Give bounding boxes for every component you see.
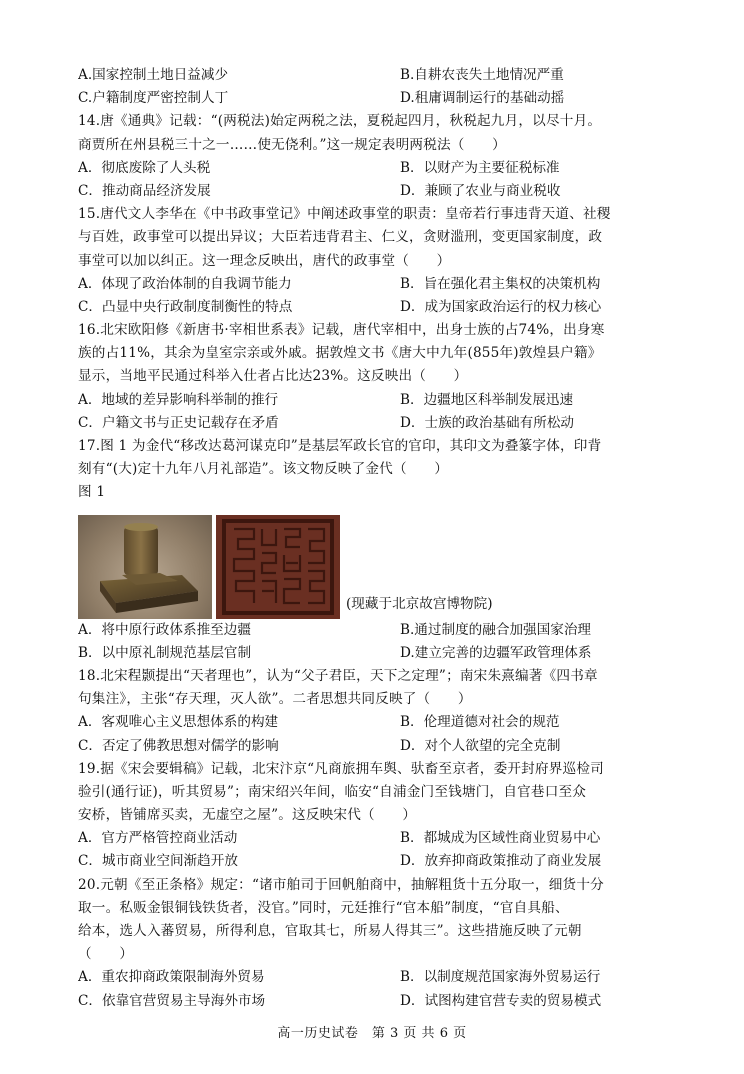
q20-stem-line-1: 20.元朝《至正条格》规定：“诸市舶司于回帆舶商中，抽解粗货十五分取一，细货十分 — [78, 876, 604, 893]
q14-stem-line-1: 14.唐《通典》记载：“(两税法)始定两税之法，夏税起四月，秋税起九月，以尽十月。 — [78, 113, 602, 130]
q17-figure — [78, 509, 668, 619]
q15-stem-line-3: 事堂可以加以纠正。这一理念反映出，唐代的政事堂（ ） — [78, 252, 451, 269]
q17-option-a: A．将中原行政体系推至边疆 — [78, 621, 251, 638]
q18-stem-line-2: 句集注》，主张“存天理，灭人欲”。二者思想共同反映了（ ） — [78, 691, 472, 708]
q17-figure-label: 图 1 — [78, 484, 106, 501]
q17-stem — [78, 435, 668, 505]
q18-option-d: D．对个人欲望的完全克制 — [400, 737, 561, 754]
q16-stem-line-3: 显示，当地平民通过科举入仕者占比达23%。这反映出（ ） — [78, 368, 468, 385]
q18-options-row-2 — [78, 735, 668, 758]
q16-options-row-1 — [78, 389, 668, 412]
q16-option-a: A．地域的差异影响科举制的推行 — [78, 391, 279, 408]
q20-option-b: B．以制度规范国家海外贸易运行 — [400, 969, 601, 986]
q20-option-a: A．重农抑商政策限制海外贸易 — [78, 969, 265, 986]
q13-option-b: B.自耕农丧失土地情况严重 — [400, 67, 564, 83]
q14-options-row-1 — [78, 157, 668, 180]
q20-stem-line-4: （ ） — [78, 946, 134, 963]
q15-options-row-1 — [78, 273, 668, 296]
q17-stem-line-2: 刻有“(大)定十九年八月礼部造”。该文物反映了金代（ ） — [78, 461, 449, 478]
page-footer: 高一历史试卷 第 3 页 共 6 页 — [277, 1026, 467, 1041]
q15-stem-line-2: 与百姓，政事堂可以提出异议；大臣若违背君主、仁义，贪财滥刑，变更国家制度，政 — [78, 229, 603, 246]
q15-option-c: C．凸显中央行政制度制衡性的特点 — [78, 298, 293, 315]
q20-stem-line-2: 取一。私贩金银铜钱铁货者，没官。”同时，元廷推行“官本船”制度，“官自具船、 — [78, 899, 569, 916]
q14-option-a: A．彻底废除了人头税 — [78, 159, 211, 176]
seal-imprint-photo — [216, 515, 340, 619]
q13-option-a: A.国家控制土地日益减少 — [78, 67, 229, 83]
q15-options-row-2 — [78, 296, 668, 319]
q16-stem-line-2: 族的占11%，其余为皇室宗亲或外戚。据敦煌文书《唐大中九年(855年)敦煌县户籍》 — [78, 345, 602, 362]
q18-option-b: B．伦理道德对社会的规范 — [400, 714, 560, 731]
q19-option-d: D．放弃抑商政策推动了商业发展 — [400, 853, 602, 870]
q19-option-b: B．都城成为区域性商业贸易中心 — [400, 830, 601, 847]
q19-stem-line-2: 验引(通行证)，听其贸易”；南宋绍兴年间，临安“自浦金门至钱塘门，自官巷口至众 — [78, 783, 587, 800]
q19-options-row-2 — [78, 850, 668, 873]
q16-stem — [78, 319, 668, 389]
q18-option-c: C．否定了佛教思想对儒学的影响 — [78, 737, 279, 754]
q16-option-b: B．边疆地区科举制发展迅速 — [400, 391, 574, 408]
q13-option-d: D.租庸调制运行的基础动摇 — [400, 90, 565, 107]
q16-options-row-2 — [78, 412, 668, 435]
q15-stem — [78, 203, 668, 273]
q16-option-d: D．士族的政治基础有所松动 — [400, 414, 575, 431]
q19-option-a: A．官方严格管控商业活动 — [78, 830, 238, 847]
q20-option-c: C．依靠官营贸易主导海外市场 — [78, 992, 266, 1009]
q19-option-c: C．城市商业空间渐趋开放 — [78, 853, 238, 870]
q14-stem — [78, 110, 668, 156]
bronze-seal-icon — [78, 515, 212, 619]
q14-option-b: B．以财产为主要征税标准 — [400, 159, 560, 176]
seal-photo — [78, 515, 212, 619]
q13-options-row-1 — [78, 64, 668, 87]
q17-option-d: D.建立完善的边疆军政管理体系 — [400, 644, 592, 661]
q13-options-row-2 — [78, 87, 668, 110]
q16-stem-line-1: 16.北宋欧阳修《新唐书·宰相世系表》记载，唐代宰相中，出身士族的占74%，出身寒 — [78, 322, 605, 339]
q18-stem-line-1: 18.北宋程颢提出“天者理也”，认为“父子君臣，天下之定理”；南宋朱熹编著《四书章 — [78, 667, 598, 684]
q15-stem-line-1: 15.唐代文人李华在《中书政事堂记》中阐述政事堂的职责：皇帝若行事违背天道、社稷 — [78, 206, 611, 223]
q17-option-c: B．以中原礼制规范基层官制 — [78, 644, 252, 661]
q17-options-row-2 — [78, 642, 668, 665]
q14-options-row-2 — [78, 180, 668, 203]
q17-stem-line-1: 17.图 1 为金代“移改达葛河谋克印”是基层军政长官的官印，其印文为叠篆字体，印背 — [78, 438, 602, 454]
q14-option-c: C．推动商品经济发展 — [78, 182, 211, 199]
q19-stem-line-1: 19.据《宋会要辑稿》记载，北宋汴京“凡商旅拥车舆、驮畜至京者，委开封府界巡检司 — [78, 760, 604, 777]
figure-caption: (现藏于北京故宫博物院) — [346, 596, 493, 613]
q19-stem-line-3: 安桥，皆铺席买卖，无虚空之屋”。这反映宋代（ ） — [78, 807, 417, 824]
q14-stem-line-2: 商贾所在州县税三十之一……使无侥利。”这一规定表明两税法（ ） — [78, 136, 506, 153]
q20-stem — [78, 874, 668, 967]
q14-option-d: D．兼顾了农业与商业税收 — [400, 182, 561, 199]
q15-option-d: D．成为国家政治运行的权力核心 — [400, 298, 602, 315]
exam-content — [78, 64, 668, 1013]
q15-option-b: B．旨在强化君主集权的决策机构 — [400, 275, 601, 292]
q18-stem — [78, 665, 668, 711]
q20-options-row-2 — [78, 990, 668, 1013]
q13-option-c: C.户籍制度严密控制人丁 — [78, 90, 229, 107]
q20-stem-line-3: 给本，选人入蕃贸易，所得利息，官取其七，所易人得其三”。这些措施反映了元朝 — [78, 923, 582, 939]
q15-option-a: A．体现了政治体制的自我调节能力 — [78, 275, 292, 292]
seal-stamp-icon — [216, 515, 340, 619]
q20-option-d: D．试图构建官营专卖的贸易模式 — [400, 992, 602, 1009]
q16-option-c: C．户籍文书与正史记载存在矛盾 — [78, 414, 279, 431]
q19-stem — [78, 758, 668, 828]
q18-option-a: A．客观唯心主义思想体系的构建 — [78, 714, 279, 731]
q19-options-row-1 — [78, 827, 668, 850]
q18-options-row-1 — [78, 711, 668, 734]
q17-option-b: B.通过制度的融合加强国家治理 — [400, 621, 592, 638]
q20-options-row-1 — [78, 966, 668, 989]
q17-options-row-1 — [78, 619, 668, 642]
